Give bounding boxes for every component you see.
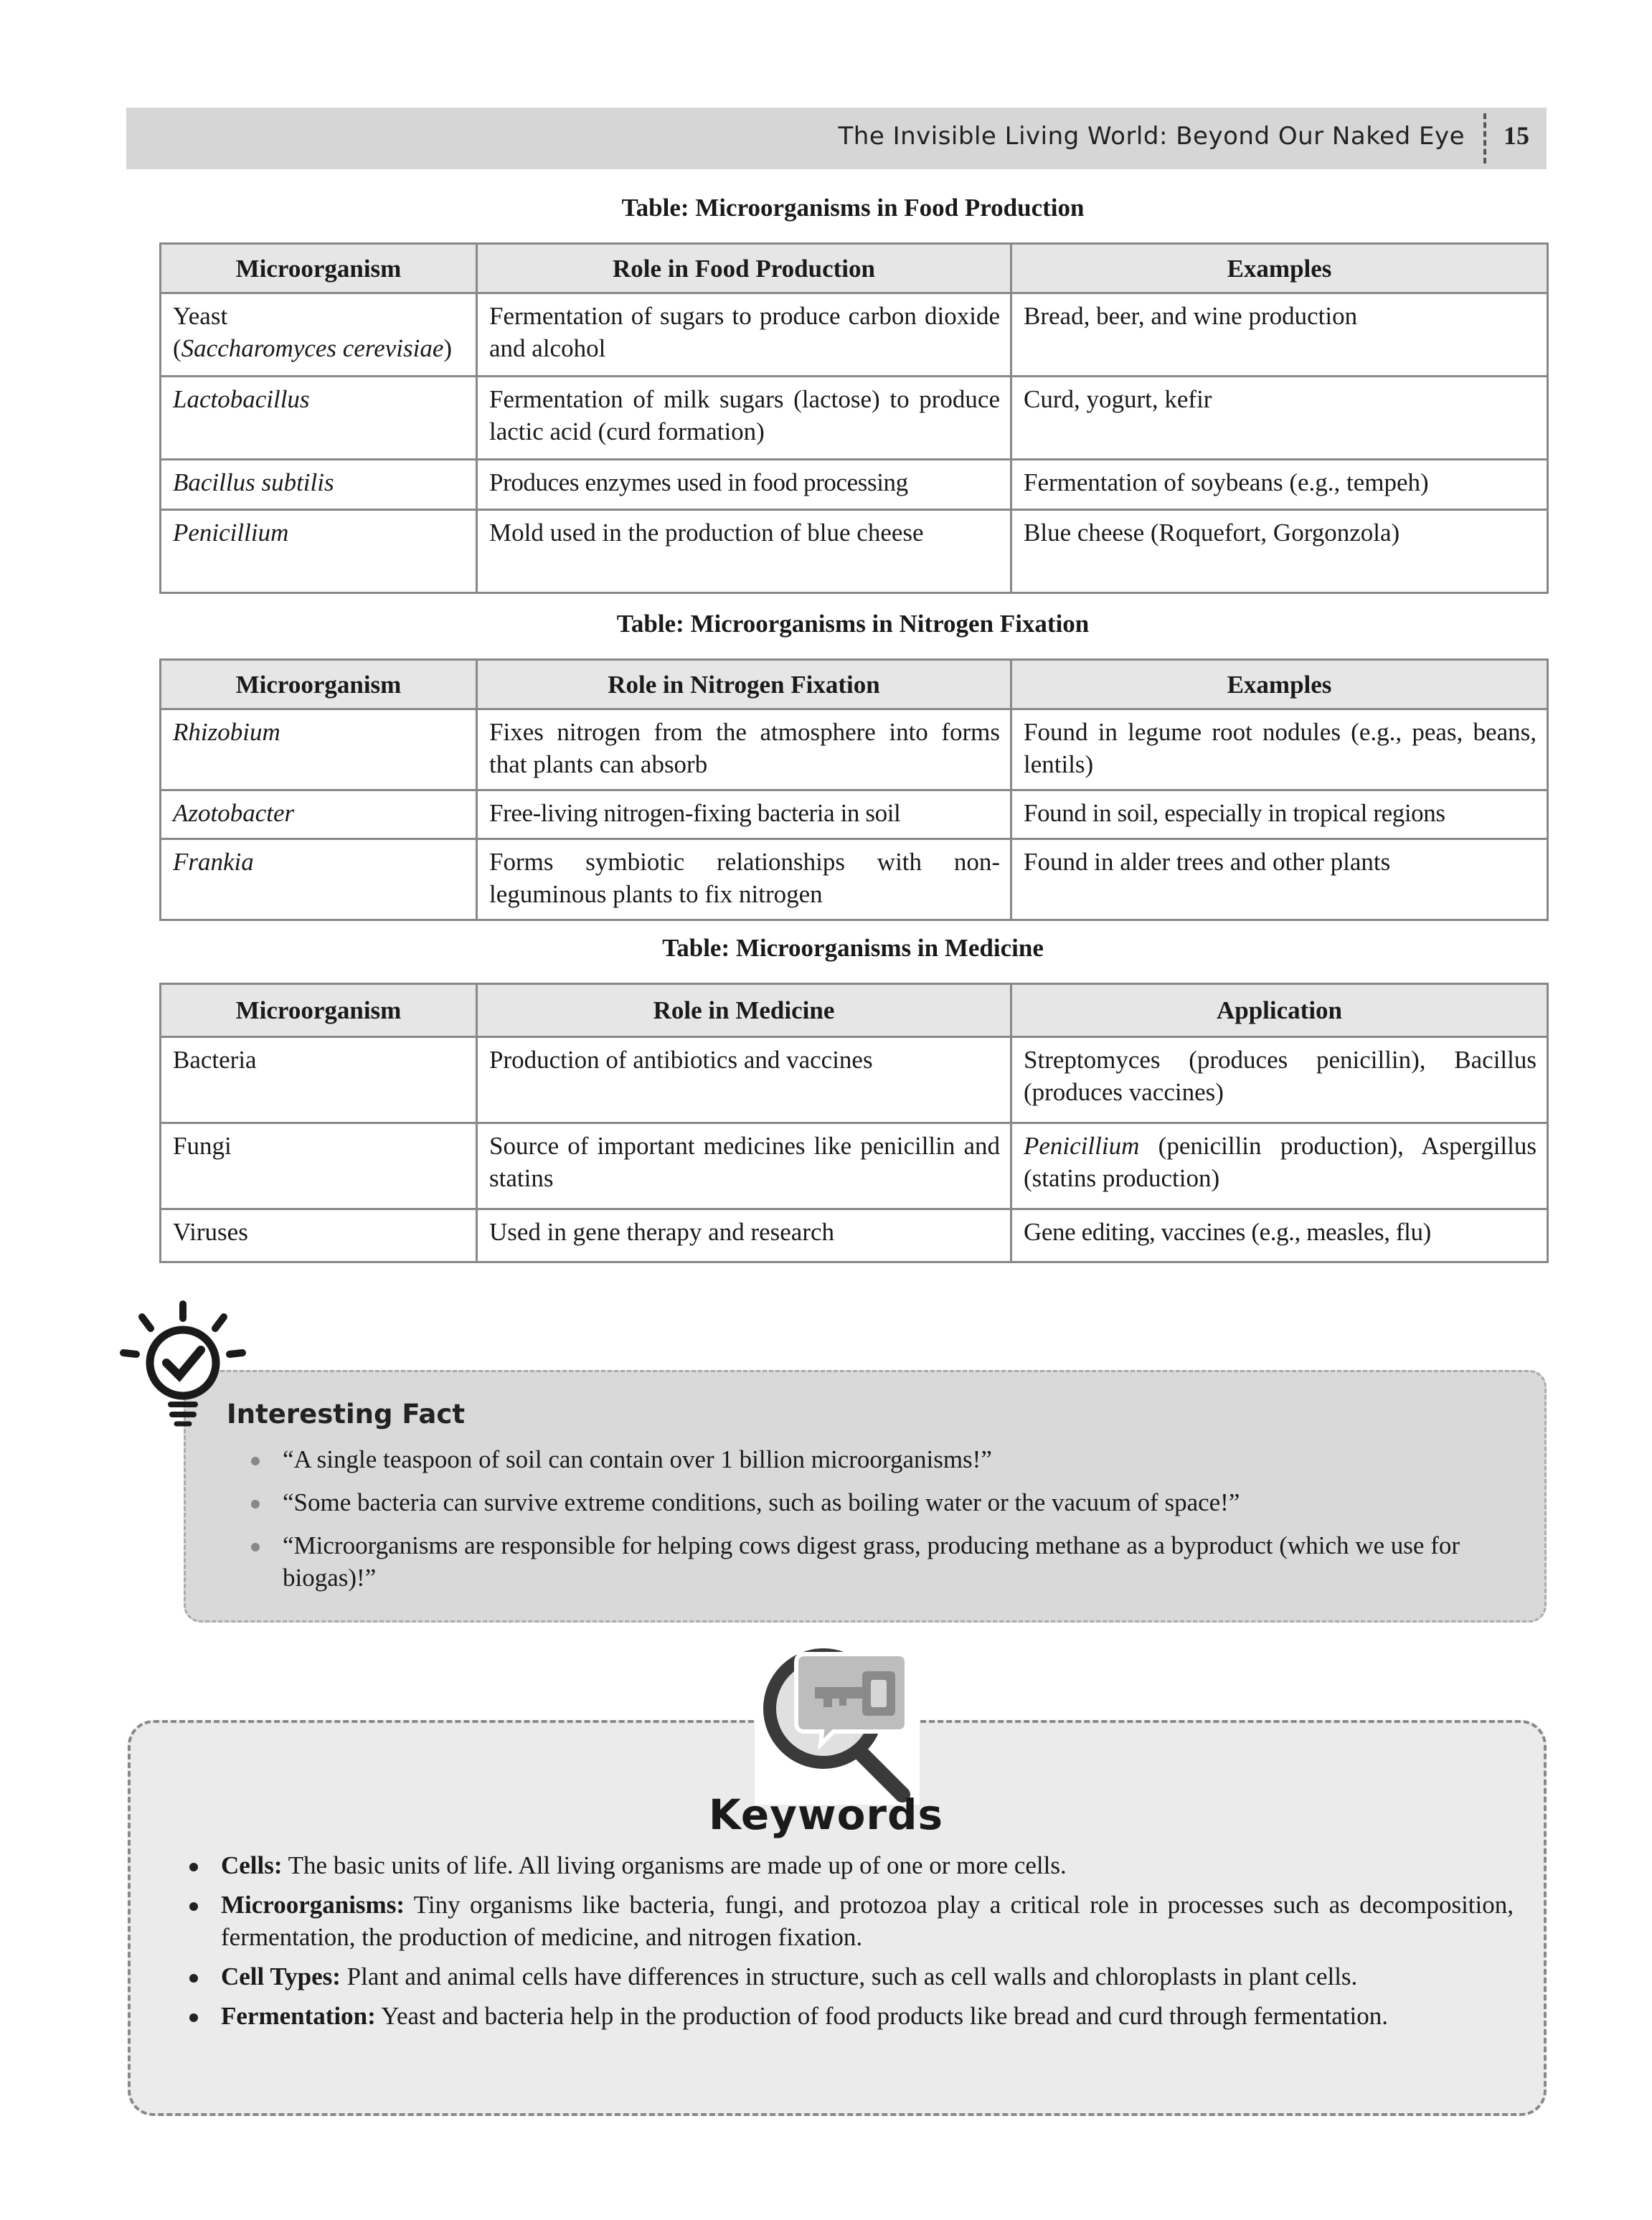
organism-cell: Rhizobium [161, 709, 477, 790]
table-row [161, 1037, 1548, 1123]
examples-cell: Bread, beer, and wine production [1011, 293, 1548, 377]
table-row [161, 1123, 1548, 1209]
column-header: Role in Nitrogen Fixation [477, 660, 1011, 709]
organism-cell: Azotobacter [161, 790, 477, 839]
organism-cell: Yeast (Saccharomyces cerevisiae) [161, 293, 477, 377]
table-header-row [161, 660, 1548, 709]
examples-cell: Found in legume root nodules (e.g., peas, beans, lentils) [1011, 709, 1548, 790]
column-header: Microorganism [161, 984, 477, 1037]
organism-name: Yeast [173, 302, 228, 330]
table-caption-medicine: Table: Microorganisms in Medicine [662, 934, 1044, 962]
role-cell: Forms symbiotic relationships with non-leguminous plants to fix nitrogen [477, 839, 1011, 920]
list-item: “Microorganisms are responsible for helping cows digest grass, producing methane as a byproduct (which we use for biogas)!” [251, 1529, 1514, 1594]
examples-cell: Found in soil, especially in tropical regions [1011, 790, 1548, 839]
table-row [161, 839, 1548, 920]
running-header [126, 108, 1547, 169]
column-header: Application [1011, 984, 1548, 1037]
organism-scientific-name: Saccharomyces cerevisiae [181, 334, 444, 362]
table-medicine [159, 983, 1549, 1263]
keyword-item [189, 1960, 1514, 1993]
page-number: 15 [1504, 121, 1529, 150]
keyword-term: Cell Types: [221, 1962, 341, 1990]
keyword-item [189, 2000, 1514, 2032]
organism-cell: Penicillium [161, 510, 477, 593]
organism-cell: Bacillus subtilis [161, 460, 477, 510]
organism-cell: Bacteria [161, 1037, 477, 1123]
application-organism: Penicillium [1024, 1132, 1140, 1160]
column-header: Role in Medicine [477, 984, 1011, 1037]
keyword-definition: The basic units of life. All living organisms are made up of one or more cells. [282, 1851, 1067, 1879]
keyword-term: Microorganisms: [221, 1891, 405, 1919]
examples-cell: Fermentation of soybeans (e.g., tempeh) [1011, 460, 1548, 510]
table-row [161, 709, 1548, 790]
examples-cell: Blue cheese (Roquefort, Gorgonzola) [1011, 510, 1548, 593]
keyword-term: Fermentation: [221, 2002, 376, 2030]
role-cell: Fermentation of sugars to produce carbon dioxide and alcohol [477, 293, 1011, 377]
column-header: Examples [1011, 244, 1548, 293]
role-cell: Fixes nitrogen from the atmosphere into forms that plants can absorb [477, 709, 1011, 790]
role-cell: Produces enzymes used in food processing [477, 460, 1011, 510]
role-cell: Mold used in the production of blue cheese [477, 510, 1011, 593]
table-row [161, 293, 1548, 377]
table-header-row [161, 984, 1548, 1037]
application-cell: Streptomyces (produces penicillin), Bacillus (produces vaccines) [1011, 1037, 1548, 1123]
column-header: Microorganism [161, 244, 477, 293]
organism-cell: Fungi [161, 1123, 477, 1209]
column-header: Role in Food Production [477, 244, 1011, 293]
keyword-item [189, 1849, 1514, 1881]
table-row [161, 460, 1548, 510]
application-cell: Gene editing, vaccines (e.g., measles, flu) [1011, 1209, 1548, 1262]
role-cell: Free-living nitrogen-fixing bacteria in soil [477, 790, 1011, 839]
magnifier-key-icon [755, 1640, 920, 1805]
column-header: Examples [1011, 660, 1548, 709]
table-caption-food: Table: Microorganisms in Food Production [621, 194, 1085, 222]
chapter-title: The Invisible Living World: Beyond Our Naked Eye [838, 122, 1465, 151]
table-row [161, 377, 1548, 460]
role-cell: Source of important medicines like penicillin and statins [477, 1123, 1011, 1209]
table-row [161, 790, 1548, 839]
keyword-definition: Yeast and bacteria help in the production of food products like bread and curd through fermentation. [375, 2002, 1389, 2030]
list-item: “Some bacteria can survive extreme conditions, such as boiling water or the vacuum of space!” [251, 1486, 1514, 1518]
keyword-definition: Tiny organisms like bacteria, fungi, and protozoa play a critical role in processes such as decomposition, fermentation, the production of medicine, and nitrogen fixation. [221, 1891, 1514, 1951]
table-header-row [161, 244, 1548, 293]
application-text: (penicillin production), Aspergillus (statins production) [1024, 1132, 1537, 1192]
keywords-title: Keywords [708, 1790, 944, 1839]
examples-cell: Found in alder trees and other plants [1011, 839, 1548, 920]
organism-cell: Viruses [161, 1209, 477, 1262]
table-caption-nitrogen: Table: Microorganisms in Nitrogen Fixation [616, 610, 1090, 638]
table-row [161, 510, 1548, 593]
table-nitrogen-fixation [159, 658, 1549, 921]
organism-cell: Lactobacillus [161, 377, 477, 460]
keyword-term: Cells: [221, 1851, 283, 1879]
organism-cell: Frankia [161, 839, 477, 920]
interesting-fact-list [251, 1443, 1514, 1594]
keywords-list [189, 1849, 1514, 2039]
keyword-definition: Plant and animal cells have differences in structure, such as cell walls and chloroplasts in plant cells. [340, 1962, 1358, 1990]
keyword-item [189, 1889, 1514, 1953]
role-cell: Production of antibiotics and vaccines [477, 1037, 1011, 1123]
role-cell: Used in gene therapy and research [477, 1209, 1011, 1262]
role-cell: Fermentation of milk sugars (lactose) to produce lactic acid (curd formation) [477, 377, 1011, 460]
column-header: Microorganism [161, 660, 477, 709]
table-food-production [159, 242, 1549, 594]
list-item: “A single teaspoon of soil can contain over 1 billion microorganisms!” [251, 1443, 1514, 1475]
table-row [161, 1209, 1548, 1262]
interesting-fact-title: Interesting Fact [227, 1399, 466, 1430]
header-divider [1483, 113, 1486, 164]
examples-cell: Curd, yogurt, kefir [1011, 377, 1548, 460]
application-cell [1011, 1123, 1548, 1209]
